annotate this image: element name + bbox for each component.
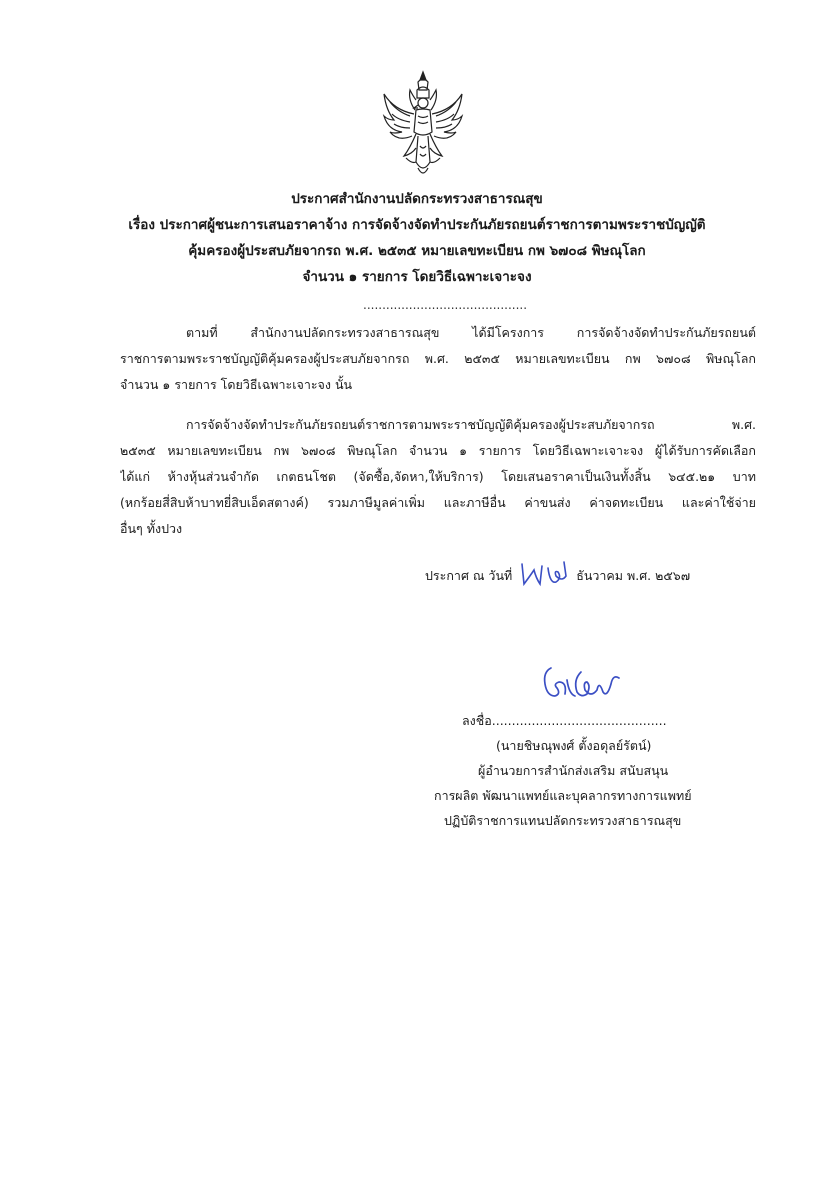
signer-position-line-2: การผลิต พัฒนาแพทย์และบุคลากรทางการแพทย์ <box>434 788 692 803</box>
paragraph1-line-2: ราชการตามพระราชบัญญัติคุ้มครองผู้ประสบภัยจากรถ พ.ศ. ๒๕๓๕ หมายเลขทะเบียน กพ ๖๗๐๘ พิษณุโลก <box>120 351 756 366</box>
paragraph2-line-3: ได้แก่ ห้างหุ้นส่วนจำกัด เกตธนโชต (จัดซื้อ,จัดหา,ให้บริการ) โดยเสนอราคาเป็นเงินทั้งสิ้น ๖๔๕.๒๑ บาท <box>120 469 756 484</box>
handwritten-signature-icon <box>537 660 627 708</box>
paragraph1-line-3: จำนวน ๑ รายการ โดยวิธีเฉพาะเจาะจง นั้น <box>120 377 353 392</box>
announcement-title <box>60 186 774 290</box>
title-separator: ........................................... <box>363 298 528 312</box>
signer-position-line-3: ปฏิบัติราชการแทนปลัดกระทรวงสาธารณสุข <box>444 813 682 828</box>
paragraph2-line-4: (หกร้อยสี่สิบห้าบาทยี่สิบเอ็ดสตางค์) รวมภาษีมูลค่าเพิ่ม และภาษีอื่น ค่าขนส่ง ค่าจดทะเบียน และค่าใช้จ่าย <box>120 495 756 510</box>
paragraph2-line-1: การจัดจ้างจัดทำประกันภัยรถยนต์ราชการตามพระราชบัญญัติคุ้มครองผู้ประสบภัยจากรถ พ.ศ. <box>186 417 756 432</box>
date-prefix: ประกาศ ณ วันที่ <box>425 568 513 583</box>
signer-position-line-1: ผู้อำนวยการสำนักส่งเสริม สนับสนุน <box>478 763 669 778</box>
date-suffix: ธันวาคม พ.ศ. ๒๕๖๗ <box>576 568 691 583</box>
handwritten-day <box>516 558 572 588</box>
garuda-emblem-icon <box>380 70 466 180</box>
title-line-1: ประกาศสำนักงานปลัดกระทรวงสาธารณสุข <box>291 191 543 207</box>
signature-block <box>400 708 780 833</box>
signature-label: ลงชื่อ............................................ <box>462 713 667 728</box>
paragraph-award <box>120 412 756 542</box>
announcement-date <box>425 558 690 588</box>
title-line-3: คุ้มครองผู้ประสบภัยจากรถ พ.ศ. ๒๕๓๕ หมายเลขทะเบียน กพ ๖๗๐๘ พิษณุโลก <box>188 243 646 259</box>
paragraph2-line-5: อื่นๆ ทั้งปวง <box>120 521 183 536</box>
paragraph-background <box>120 320 756 398</box>
paragraph1-line-1: ตามที่ สำนักงานปลัดกระทรวงสาธารณสุข ได้มีโครงการ การจัดจ้างจัดทำประกันภัยรถยนต์ <box>186 325 756 340</box>
title-line-2: เรื่อง ประกาศผู้ชนะการเสนอราคาจ้าง การจัดจ้างจัดทำประกันภัยรถยนต์ราชการตามพระราชบัญญัติ <box>128 217 706 233</box>
signer-name: (นายชิษณุพงศ์ ตั้งอดุลย์รัตน์) <box>496 738 652 753</box>
title-line-4: จำนวน ๑ รายการ โดยวิธีเฉพาะเจาะจง <box>302 269 532 285</box>
paragraph2-line-2: ๒๕๓๕ หมายเลขทะเบียน กพ ๖๗๐๘ พิษณุโลก จำนวน ๑ รายการ โดยวิธีเฉพาะเจาะจง ผู้ได้รับการคัดเลือก <box>120 443 756 458</box>
